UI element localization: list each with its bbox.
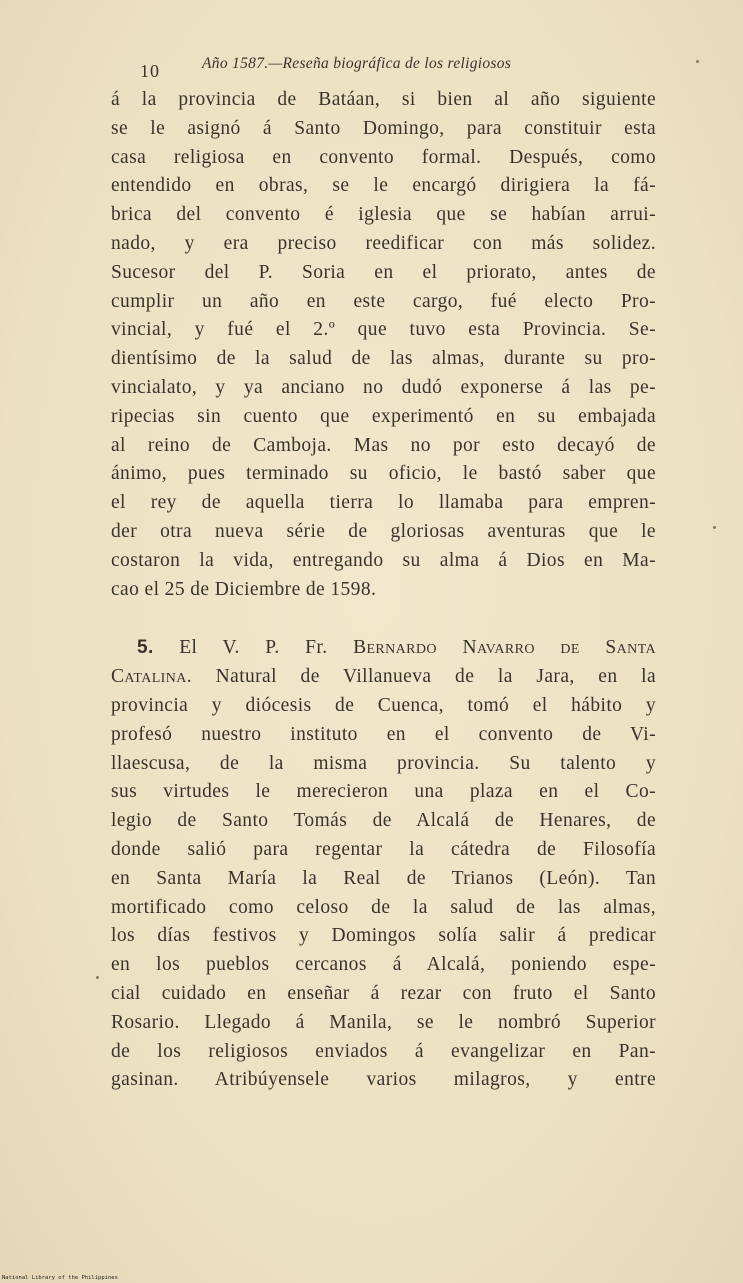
text-line: Sucesor del P. Soria en el priorato, antes de [111, 261, 656, 283]
line-text: . Natural de Villanueva de la Jara, en la [186, 666, 656, 688]
person-name-cont: Catalina [111, 666, 187, 688]
text-line: legio de Santo Tomás de Alcalá de Henares, de [111, 810, 656, 832]
running-title: Año 1587.—Reseña biográfica de los religiosos [202, 55, 512, 72]
text-line: al reino de Camboja. Mas no por esto decayó de [111, 434, 656, 456]
text-line: provincia y diócesis de Cuenca, tomó el hábito y [111, 694, 656, 716]
text-line: brica del convento é iglesia que se habían arrui- [111, 204, 656, 226]
text-line: cumplir un año en este cargo, fué electo Pro- [111, 290, 656, 312]
text-line: profesó nuestro instituto en el convento de Vi- [111, 723, 656, 745]
text-line: dientísimo de la salud de las almas, durante su pro- [111, 348, 656, 370]
text-line: ripecias sin cuento que experimentó en su embajada [111, 405, 656, 427]
text-line: en los pueblos cercanos á Alcalá, poniendo espe- [111, 954, 656, 976]
paragraph-2 [111, 634, 656, 1095]
body-text [111, 86, 656, 1095]
text-line: vincialato, y ya anciano no dudó exponerse á las pe- [111, 376, 656, 398]
page-number: 10 [140, 61, 160, 81]
person-name: Bernardo Navarro de Santa [353, 637, 656, 659]
library-credit: National Library of the Philippines [2, 1275, 118, 1281]
text-line: donde salió para regentar la cátedra de Filosofía [111, 838, 656, 860]
text-line [111, 663, 656, 692]
text-line: gasinan. Atribúyensele varios milagros, y entre [111, 1069, 656, 1091]
text-line: costaron la vida, entregando su alma á Dios en Ma- [111, 549, 656, 571]
text-line: der otra nueva série de gloriosas aventuras que le [111, 520, 656, 542]
text-line: cial cuidado en enseñar á rezar con fruto el Santo [111, 982, 656, 1004]
text-line: en Santa María la Real de Trianos (León). Tan [111, 867, 656, 889]
paper-speck [96, 976, 99, 979]
paper-speck [713, 526, 716, 529]
running-header [136, 52, 576, 82]
name-intro: El V. P. Fr. [179, 637, 354, 659]
text-line: el rey de aquella tierra lo llamaba para empren- [111, 492, 656, 514]
text-line: de los religiosos enviados á evangelizar en Pan- [111, 1040, 656, 1062]
text-line: casa religiosa en convento formal. Después, como [111, 146, 656, 168]
text-line [111, 634, 656, 663]
text-line: llaescusa, de la misma provincia. Su talento y [111, 752, 656, 774]
paragraph-1 [111, 86, 656, 604]
paper-speck [696, 60, 699, 63]
text-line: á la provincia de Batáan, si bien al año siguiente [111, 89, 656, 110]
text-line: sus virtudes le merecieron una plaza en el Co- [111, 781, 656, 803]
text-line: Rosario. Llegado á Manila, se le nombró Superior [111, 1011, 656, 1033]
text-line: vincial, y fué el 2.º que tuvo esta Provincia. Se- [111, 319, 656, 341]
paragraph-number: 5. [137, 637, 154, 659]
text-line: se le asignó á Santo Domingo, para constituir esta [111, 117, 656, 139]
text-line: cao el 25 de Diciembre de 1598. [111, 578, 377, 600]
text-line: nado, y era preciso reedificar con más solidez. [111, 232, 656, 254]
text-line: ánimo, pues terminado su oficio, le bastó saber que [111, 463, 656, 485]
text-line: mortificado como celoso de la salud de las almas, [111, 896, 656, 918]
text-line: entendido en obras, se le encargó dirigiera la fá- [111, 175, 656, 197]
text-line: los días festivos y Domingos solía salir á predicar [111, 925, 656, 947]
